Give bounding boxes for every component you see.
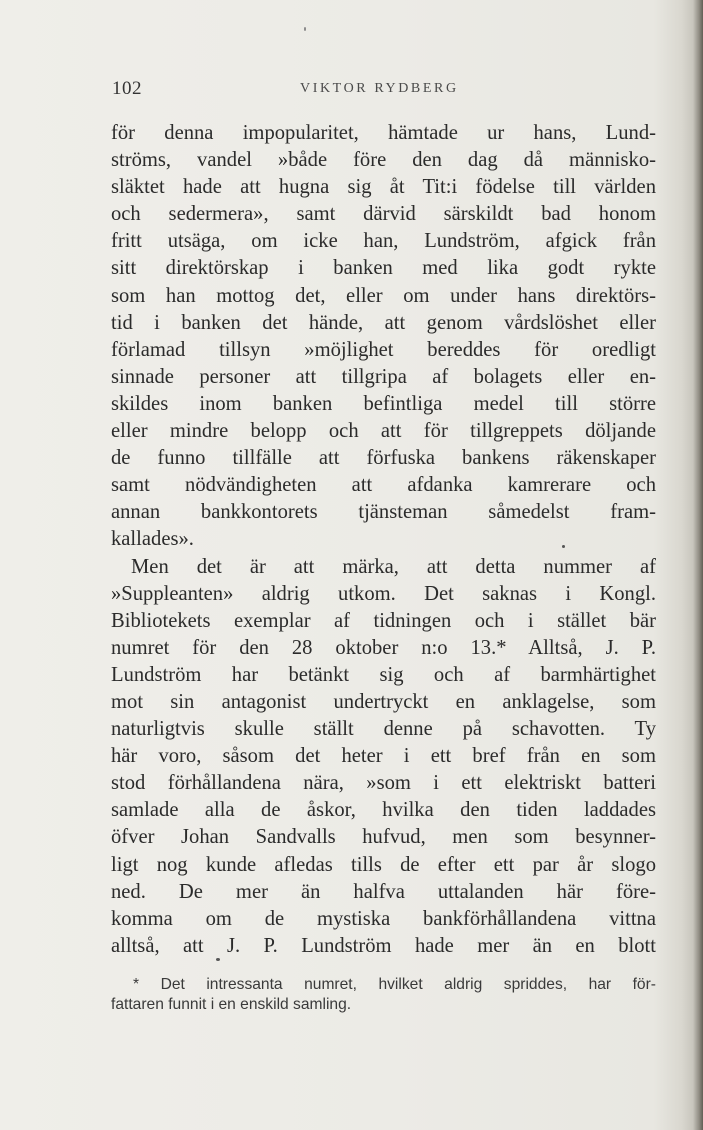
text-line: Lundström har betänkt sig och af barmhärtighet xyxy=(111,663,656,686)
running-head: VIKTOR RYDBERG xyxy=(300,81,459,96)
text-line: annan bankkontorets tjänsteman såmedelst fram- xyxy=(111,501,656,524)
print-speck xyxy=(562,545,565,548)
text-line: och sedermera», samt därvid särskildt bad honom xyxy=(111,203,656,226)
page-number: 102 xyxy=(112,78,142,99)
text-line: ned. De mer än halfva uttalanden här före- xyxy=(111,880,656,903)
text-line: samt nödvändigheten att afdanka kamrerare och xyxy=(111,474,656,497)
text-line: här voro, såsom det heter i ett bref från en som xyxy=(111,745,656,768)
print-speck xyxy=(216,958,220,961)
page-header xyxy=(112,78,652,108)
text-line: »Suppleanten» aldrig utkom. Det saknas i Kongl. xyxy=(111,582,656,605)
text-line: naturligtvis skulle ställt denne på schavotten. Ty xyxy=(111,718,656,741)
footnote xyxy=(111,975,656,1014)
text-line: fritt utsäga, om icke han, Lundström, afgick från xyxy=(111,230,656,253)
page-edge-shadow xyxy=(693,0,703,1130)
body-text xyxy=(111,120,656,960)
text-line: eller mindre belopp och att för tillgreppets döljande xyxy=(111,420,656,443)
text-line: för denna impopularitet, hämtade ur hans, Lund- xyxy=(111,122,656,144)
text-line: sinnade personer att tillgripa af bolagets eller en- xyxy=(111,365,656,388)
text-line: ligt nog kunde afledas tills de efter ett par år slogo xyxy=(111,853,656,876)
text-line: numret för den 28 oktober n:o 13.* Alltså, J. P. xyxy=(111,636,656,659)
text-line: Men det är att märka, att detta nummer af xyxy=(131,555,656,578)
text-line: tid i banken det hände, att genom vårdslöshet eller xyxy=(111,311,656,334)
text-line: alltså, att J. P. Lundström hade mer än en blott xyxy=(111,934,656,957)
text-line: samlade alla de åskor, hvilka den tiden laddades xyxy=(111,799,656,822)
text-line: ströms, vandel »både före den dag då människo- xyxy=(111,149,656,172)
print-speck xyxy=(304,27,306,31)
text-line: sitt direktörskap i banken med lika godt rykte xyxy=(111,257,656,280)
text-line: förlamad tillsyn »möjlighet bereddes för oredligt xyxy=(111,338,656,361)
text-line: komma om de mystiska bankförhållandena vittna xyxy=(111,907,656,930)
footnote-line: * Det intressanta numret, hvilket aldrig spriddes, har för- xyxy=(133,976,656,993)
text-line: släktet hade att hugna sig åt Tit:i födelse till världen xyxy=(111,176,656,199)
text-line: mot sin antagonist undertryckt en anklagelse, som xyxy=(111,690,656,713)
text-line: Bibliotekets exemplar af tidningen och i stället bär xyxy=(111,609,656,632)
text-line: som han mottog det, eller om under hans direktörs- xyxy=(111,284,656,307)
text-line: öfver Johan Sandvalls hufvud, men som besynner- xyxy=(111,826,656,849)
footnote-line: fattaren funnit i en enskild samling. xyxy=(111,995,352,1013)
text-line: skildes inom banken befintliga medel till större xyxy=(111,392,656,415)
text-line: stod förhållandena nära, »som i ett elektriskt batteri xyxy=(111,772,656,795)
text-line: de funno tillfälle att förfuska bankens räkenskaper xyxy=(111,447,656,470)
text-line: kallades». xyxy=(111,528,194,551)
